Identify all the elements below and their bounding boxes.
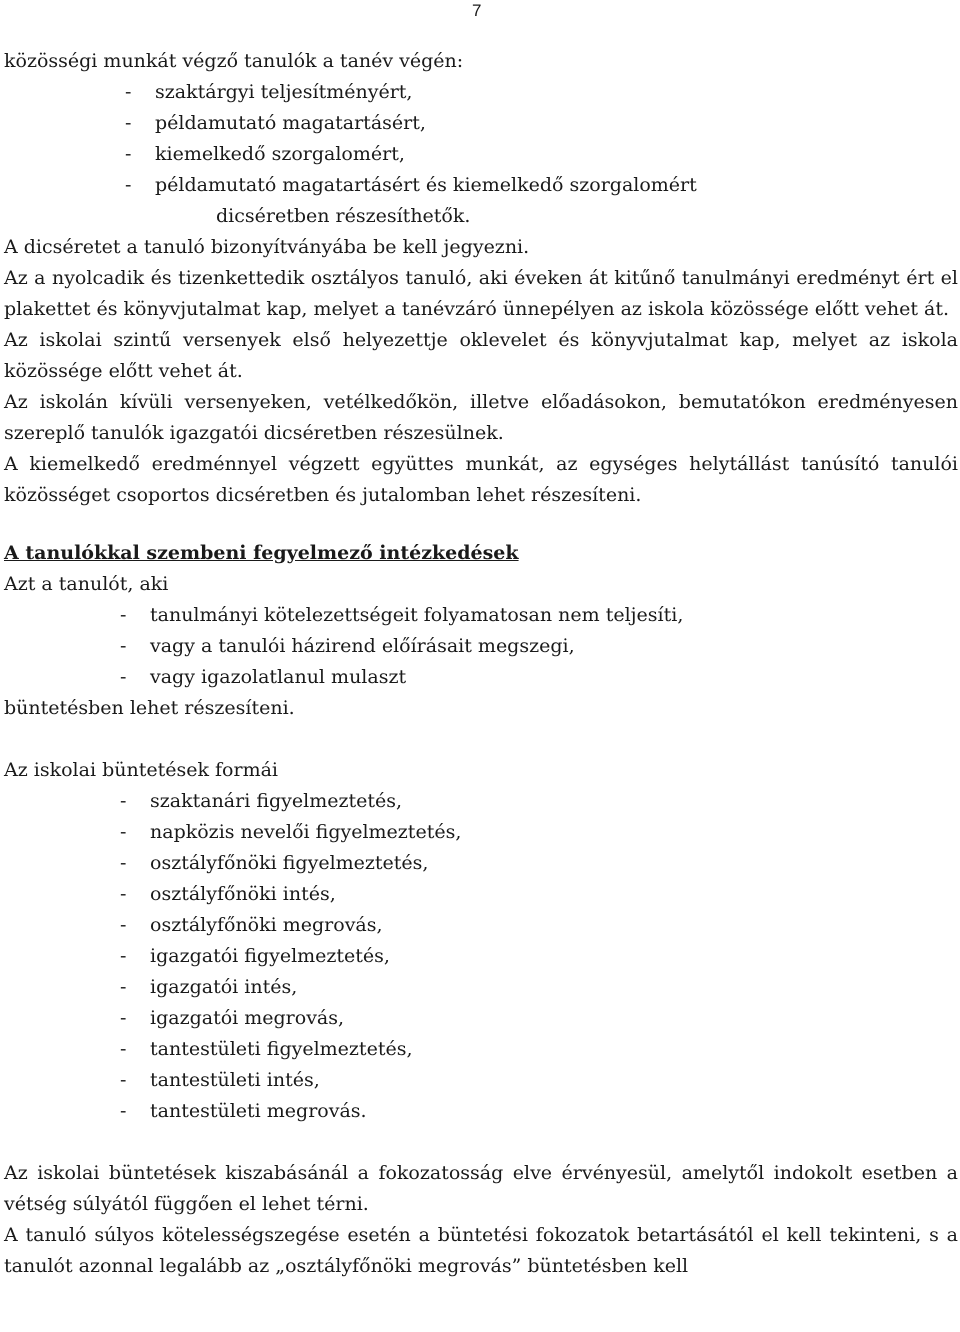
list-item: - osztályfőnöki figyelmeztetés,	[4, 848, 958, 879]
closing-paragraph: Az iskolai büntetések kiszabásánál a fokozatosság elve érvényesül, amelytől indokolt esetben a vétség súlyától függően el lehet térni.	[4, 1162, 958, 1215]
list-dash: -	[120, 976, 127, 998]
forms-title: Az iskolai büntetések formái	[4, 759, 278, 781]
list-dash: -	[120, 1007, 127, 1029]
list-item: - példamutató magatartásért,	[4, 108, 958, 139]
paragraph: Az a nyolcadik és tizenkettedik osztályos tanuló, aki éveken át kitűnő tanulmányi eredményt ért el plakettet és könyvjutalmat kap, melyet a tanévzáró ünnepélyen az iskola közössége előtt vehet át.	[4, 267, 958, 320]
list-item: - tanulmányi kötelezettségeit folyamatosan nem teljesíti,	[4, 600, 958, 631]
list-dash: -	[120, 666, 127, 688]
intro-continuation: dicséretben részesíthetők.	[216, 205, 471, 227]
list-item: - napközis nevelői figyelmeztetés,	[4, 817, 958, 848]
discipline-conditions-list	[4, 600, 958, 693]
list-item: - osztályfőnöki intés,	[4, 879, 958, 910]
paragraph: Az iskolai szintű versenyek első helyezettje oklevelet és könyvjutalmat kap, melyet az iskola közössége előtt vehet át.	[4, 329, 958, 382]
section-lead: Azt a tanulót, aki	[4, 573, 169, 595]
list-dash: -	[120, 914, 127, 936]
list-item: - tantestületi megrovás.	[4, 1096, 958, 1127]
list-dash: -	[120, 1100, 127, 1122]
list-dash: -	[125, 174, 132, 196]
list-item: - vagy igazolatlanul mulaszt	[4, 662, 958, 693]
list-item: - osztályfőnöki megrovás,	[4, 910, 958, 941]
section-tail: büntetésben lehet részesíteni.	[4, 697, 295, 719]
list-item: - példamutató magatartásért és kiemelkedő szorgalomért	[4, 170, 958, 201]
list-dash: -	[120, 635, 127, 657]
paragraph: A kiemelkedő eredménnyel végzett együttes munkát, az egységes helytállást tanúsító tanulói közösséget csoportos dicséretben és jutalomban lehet részesíteni.	[4, 453, 958, 506]
closing-paragraph: A tanuló súlyos kötelességszegése esetén a büntetési fokozatok betartásától el kell tekinteni, s a tanulót azonnal legalább az „osztályfőnöki megrovás” büntetésben kell	[4, 1224, 958, 1277]
list-dash: -	[125, 143, 132, 165]
list-item: - vagy a tanulói házirend előírásait megszegi,	[4, 631, 958, 662]
list-item: - kiemelkedő szorgalomért,	[4, 139, 958, 170]
list-item: - tantestületi figyelmeztetés,	[4, 1034, 958, 1065]
list-dash: -	[120, 790, 127, 812]
paragraph: A dicséretet a tanuló bizonyítványába be kell jegyezni.	[4, 236, 530, 258]
list-dash: -	[120, 945, 127, 967]
praise-list	[4, 77, 958, 201]
punishment-forms-list	[4, 786, 958, 1127]
page-content	[4, 46, 958, 1282]
paragraph: Az iskolán kívüli versenyeken, vetélkedőkön, illetve előadásokon, bemutatókon eredményesen szereplő tanulók igazgatói dicséretben részesülnek.	[4, 391, 958, 444]
list-item: - szaktanári figyelmeztetés,	[4, 786, 958, 817]
list-item: - tantestületi intés,	[4, 1065, 958, 1096]
list-dash: -	[125, 81, 132, 103]
list-item: - szaktárgyi teljesítményért,	[4, 77, 958, 108]
list-dash: -	[120, 883, 127, 905]
intro-line: közösségi munkát végző tanulók a tanév végén:	[4, 50, 464, 72]
list-dash: -	[120, 821, 127, 843]
list-dash: -	[120, 1069, 127, 1091]
list-dash: -	[120, 604, 127, 626]
list-dash: -	[125, 112, 132, 134]
section-heading: A tanulókkal szembeni fegyelmező intézkedések	[4, 542, 519, 564]
page-number: 7	[472, 1, 482, 20]
list-dash: -	[120, 1038, 127, 1060]
list-item: - igazgatói intés,	[4, 972, 958, 1003]
list-item: - igazgatói figyelmeztetés,	[4, 941, 958, 972]
list-dash: -	[120, 852, 127, 874]
list-item: - igazgatói megrovás,	[4, 1003, 958, 1034]
